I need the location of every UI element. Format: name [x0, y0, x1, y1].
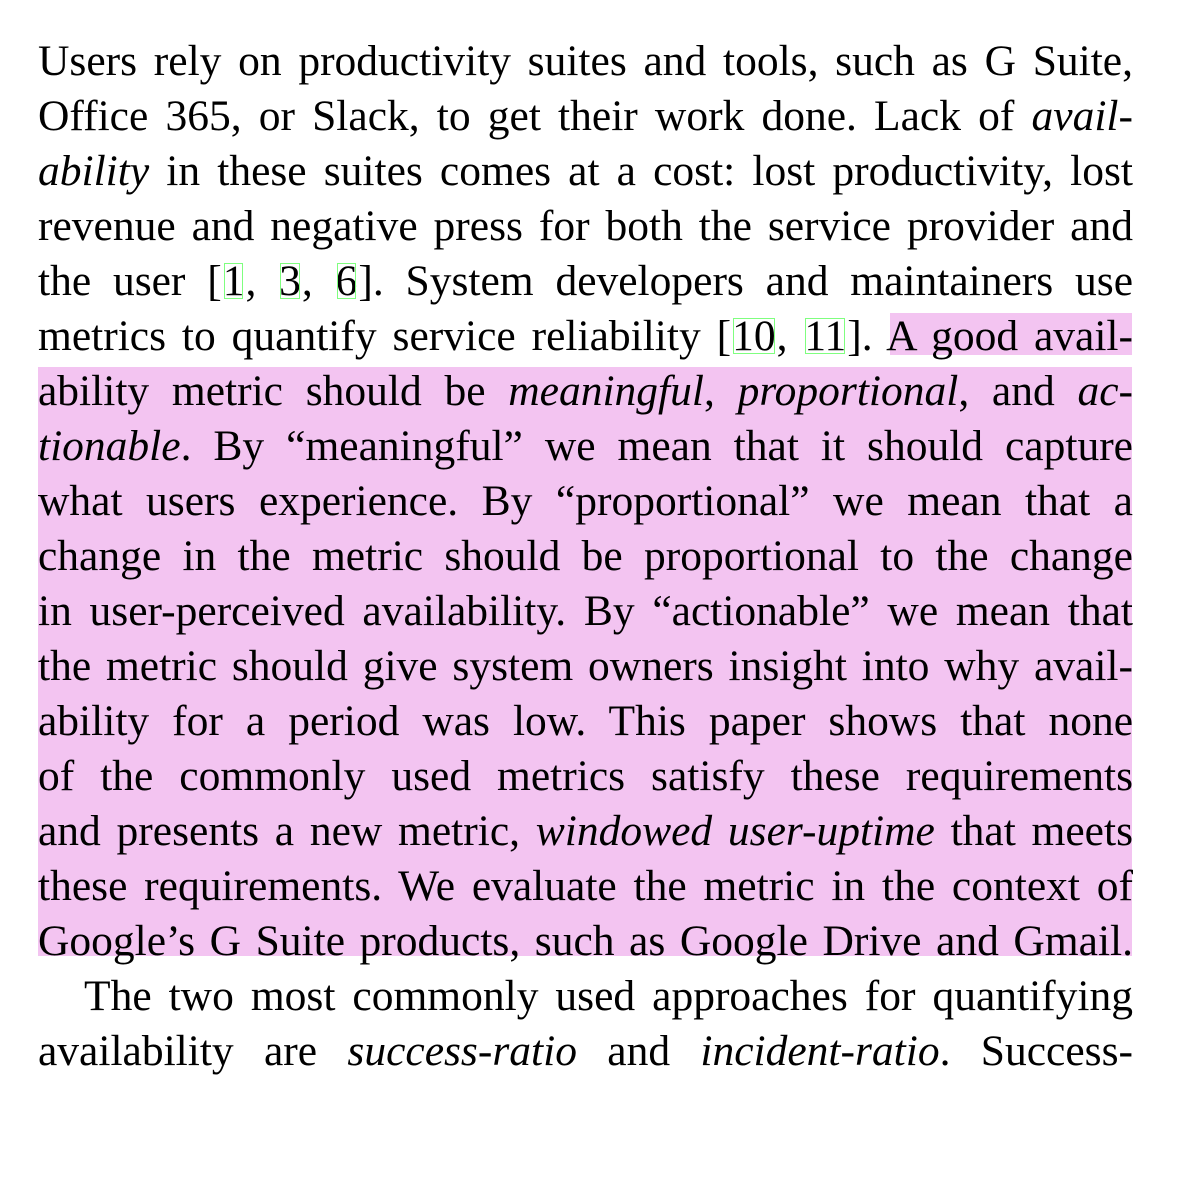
highlighted-text: of the commonly used metrics satisfy these requirements — [38, 752, 1133, 800]
text-run — [38, 257, 384, 305]
highlighted-text: Google’s G Suite products, such as Google Drive and Gmail. — [38, 917, 1133, 965]
text-run — [717, 312, 873, 360]
text-run — [38, 422, 1133, 470]
text-run: . Success- — [939, 1027, 1133, 1075]
text-run: metrics to quantify service reliability — [38, 312, 701, 360]
emphasis: windowed user-uptime — [535, 807, 935, 855]
text-run: Users rely on productivity suites and tools, such as G Suite, — [38, 37, 1133, 85]
highlighted-text: ability metric should be — [38, 367, 486, 415]
text-line-17 — [38, 918, 1133, 964]
emphasis: proportional — [737, 367, 959, 415]
citation-link-10[interactable]: 10 — [732, 312, 776, 360]
text-line-6 — [38, 313, 1133, 359]
text-line-8 — [38, 423, 1133, 469]
text-line-12 — [38, 643, 1133, 689]
emphasis: tionable — [38, 422, 181, 470]
text-run — [508, 367, 715, 415]
highlighted-text: that meets — [950, 807, 1133, 855]
text-line-7 — [38, 368, 1133, 414]
highlighted-text: what users experience. By “proportional” we mean that a — [38, 477, 1133, 525]
citation-link-11[interactable]: 11 — [804, 312, 847, 360]
emphasis: ability — [38, 147, 150, 195]
highlighted-text: ability for a period was low. This paper shows that none — [38, 697, 1133, 745]
highlighted-text: these requirements. We evaluate the metric in the context of — [38, 862, 1133, 910]
text-run: the user [ — [38, 257, 222, 305]
text-line-15 — [38, 808, 1133, 854]
highlighted-text: and presents a new metric, — [38, 807, 521, 855]
text-line-13 — [38, 698, 1133, 744]
emphasis: avail- — [1031, 92, 1133, 140]
text-line-10 — [38, 533, 1133, 579]
text-run: and — [607, 1027, 671, 1075]
text-run: ]. — [847, 312, 873, 360]
text-line-11 — [38, 588, 1133, 634]
text-run: [ — [716, 312, 732, 360]
separator: , — [301, 257, 313, 305]
emphasis: incident-ratio — [700, 1027, 940, 1075]
highlighted-text: change in the metric should be proportional to the change — [38, 532, 1133, 580]
text-run: ]. — [358, 257, 384, 305]
text-run: availability are — [38, 1027, 318, 1075]
emphasis: ac- — [1077, 367, 1134, 415]
text-run: , and — [958, 367, 1055, 415]
text-run — [738, 367, 1055, 415]
emphasis: success-ratio — [347, 1027, 577, 1075]
text-line-9 — [38, 478, 1133, 524]
text-run: revenue and negative press for both the service provider and — [38, 202, 1133, 250]
text-run: The two most commonly used approaches for quantifying — [84, 972, 1133, 1020]
highlighted-text: in user-perceived availability. By “actionable” we mean that — [38, 587, 1133, 635]
citation-link-3[interactable]: 3 — [279, 257, 301, 305]
text-line-18 — [38, 973, 1133, 1019]
text-line-19 — [38, 1028, 1133, 1074]
text-line-5 — [38, 258, 1133, 304]
text-line-16 — [38, 863, 1133, 909]
text-line-1 — [38, 38, 1133, 84]
text-line-2 — [38, 93, 1133, 139]
highlighted-text: the metric should give system owners insight into why avail- — [38, 642, 1133, 690]
emphasis: meaningful — [508, 367, 704, 415]
highlighted-text: A good avail- — [886, 312, 1134, 360]
text-line-14 — [38, 753, 1133, 799]
separator: , — [776, 312, 788, 360]
separator: , — [245, 257, 257, 305]
text-run: , — [703, 367, 715, 415]
highlighted-text: . By “meaningful” we mean that it should capture — [180, 422, 1133, 470]
text-line-3 — [38, 148, 1133, 194]
text-run: in these suites comes at a cost: lost productivity, lost — [166, 147, 1133, 195]
text-run — [700, 1027, 1133, 1075]
citation-link-6[interactable]: 6 — [335, 257, 358, 305]
text-run: System developers and maintainers use — [405, 257, 1134, 305]
text-run: Office 365, or Slack, to get their work done. Lack of — [38, 92, 1015, 140]
citation-link-1[interactable]: 1 — [222, 257, 245, 305]
text-line-4 — [38, 203, 1133, 249]
